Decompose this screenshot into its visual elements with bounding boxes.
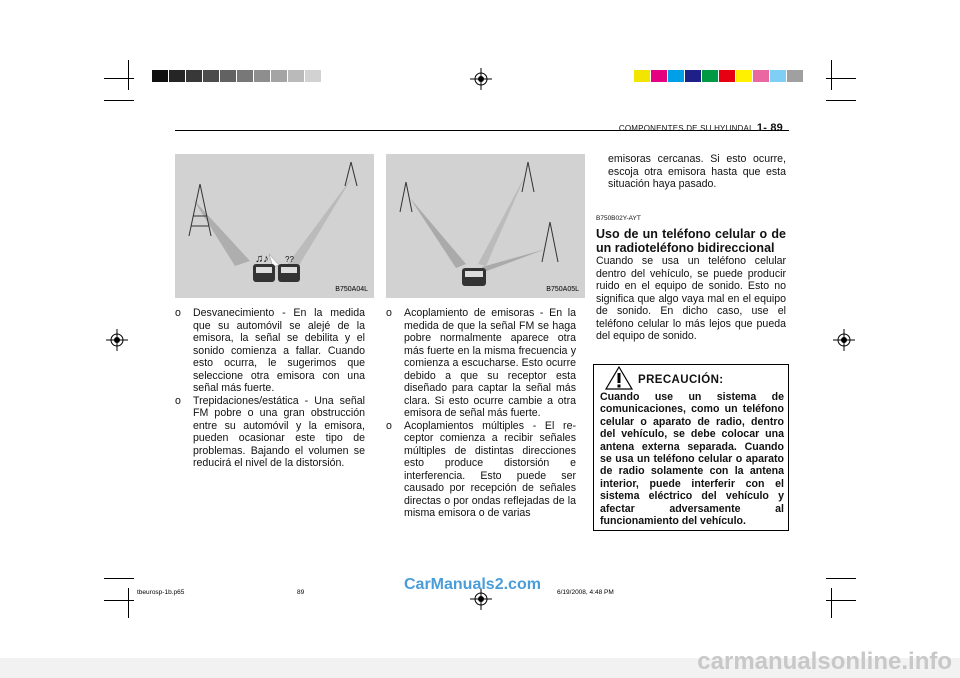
- calibration-swatch: [668, 70, 684, 82]
- svg-text:??: ??: [285, 255, 294, 264]
- figure-station-capture: [386, 154, 585, 298]
- radio-tower-illustration: [175, 154, 374, 298]
- calibration-swatch: [271, 70, 287, 82]
- calibration-swatch: [702, 70, 718, 82]
- registration-target-icon: [106, 329, 128, 351]
- section-code: B750B02Y-AYT: [596, 214, 641, 222]
- calibration-swatch: [254, 70, 270, 82]
- caution-title: PRECAUCIÓN:: [638, 374, 724, 386]
- footer-filename: tbeurosp-1b.p65: [137, 589, 185, 596]
- figure-code: B750A04L: [335, 286, 368, 293]
- radio-tower-icon: [542, 222, 558, 262]
- crop-mark: [128, 60, 129, 90]
- calibration-swatch: [651, 70, 667, 82]
- figure-fading-signal: [175, 154, 374, 298]
- caution-box: [593, 364, 789, 531]
- footer-page: 89: [297, 589, 305, 596]
- calibration-swatch: [770, 70, 786, 82]
- footer-datetime: 6/19/2008, 4:48 PM: [557, 589, 614, 596]
- calibration-swatch: [186, 70, 202, 82]
- continuation-text: emisoras cercanas. Si esto ocurre, escoja otra emisora hasta que esta situación haya pasado.: [608, 153, 786, 190]
- bottom-watermark-text[interactable]: carmanualsonline.info: [697, 648, 952, 675]
- calibration-swatch: [787, 70, 803, 82]
- calibration-swatch: [685, 70, 701, 82]
- registration-target-icon: [470, 68, 492, 90]
- section-body: Cuando se usa un teléfono celular dentro del vehículo, se puede producir ruido en el equipo de sonido. Esto no significa que algo vaya mal en el equipo de sonido. En dicho caso, use el teléfono celular lo más lejos que pueda del equipo de sonido.: [596, 255, 786, 342]
- bottom-watermark: [0, 648, 960, 678]
- radio-tower-icon: [345, 162, 357, 186]
- calibration-swatch: [169, 70, 185, 82]
- calibration-swatch: [220, 70, 236, 82]
- watermark-link[interactable]: CarManuals2.com: [404, 576, 541, 593]
- section-title: COMPONENTES DE SU HYUNDAI: [618, 124, 752, 133]
- crop-mark: [104, 100, 134, 101]
- calibration-swatch: [288, 70, 304, 82]
- warning-icon: [604, 365, 634, 391]
- list-item: o Acoplamientos múltiples - El re- ceptor comienza a recibir señales múltiples de distintas direcciones esto produce distorsión e interferencia. Esto puede ser causado por recepción de señales directas o por ondas reflejadas de la misma emisora o de varias: [386, 419, 576, 519]
- calibration-swatch: [237, 70, 253, 82]
- calibration-swatch: [634, 70, 650, 82]
- crop-mark: [831, 60, 832, 90]
- left-column: [175, 307, 365, 470]
- registration-target-icon: [833, 329, 855, 351]
- caution-body: Cuando use un sistema de comunicaciones, como un teléfono celular o aparato de radio, dentro del vehículo, se debe colocar una antena externa separada. Cuando se usa un teléfono celular o aparato de radio solamente con la antena interior, puede interferir con el sistema eléctrico del vehículo y afectar adversamente al funcionamiento del vehículo.: [600, 391, 784, 528]
- calibration-swatch: [753, 70, 769, 82]
- calibration-swatch: [305, 70, 321, 82]
- list-item: o Acoplamiento de emisoras - En la medida de que la señal FM se haga pobre normalmente aparece otra más fuerte en la misma frecuencia y comienza a escucharse. Esto ocurre debido a que su receptor esta diseñado para captar la señal más clara. Si esto ocurre cambie a otra emisora de señal más fuerte.: [386, 307, 576, 419]
- car-icon: [462, 268, 486, 286]
- calibration-swatch: [203, 70, 219, 82]
- page-header: [619, 122, 783, 134]
- right-column: [596, 153, 786, 343]
- svg-text:♫♪: ♫♪: [255, 253, 269, 265]
- calibration-swatch: [736, 70, 752, 82]
- radio-tower-illustration: [386, 154, 585, 298]
- car-icon: [253, 264, 300, 282]
- crop-mark: [104, 78, 134, 79]
- crop-mark: [826, 578, 856, 579]
- crop-mark: [128, 588, 129, 618]
- figure-code: B750A05L: [546, 286, 579, 293]
- radio-tower-icon: [522, 162, 534, 192]
- crop-mark: [826, 100, 856, 101]
- section-heading: Uso de un teléfono celular o de un radioteléfono bidireccional: [596, 227, 786, 255]
- page-number: 1- 89: [756, 122, 783, 134]
- radio-tower-icon: [400, 182, 412, 212]
- list-item: o Trepidaciones/estática - Una señal FM pobre o una gran obstrucción entre su automóvil y la emisora, pueden ocasionar este tipo de problemas. Bajando el volumen se reducirá el nivel de la distorsión.: [175, 394, 365, 469]
- list-item: o Desvanecimiento - En la medida que su automóvil se alejé de la emisora, la señal se debilita y el sonido comienza a fallar. Cuando esto ocurra, le sugerimos que seleccione otra emisora con una señal más fuerte.: [175, 307, 365, 394]
- crop-mark: [831, 588, 832, 618]
- crop-mark: [104, 600, 134, 601]
- crop-mark: [104, 578, 134, 579]
- crop-mark: [826, 600, 856, 601]
- middle-column: [386, 307, 576, 520]
- calibration-swatch: [152, 70, 168, 82]
- calibration-swatch: [719, 70, 735, 82]
